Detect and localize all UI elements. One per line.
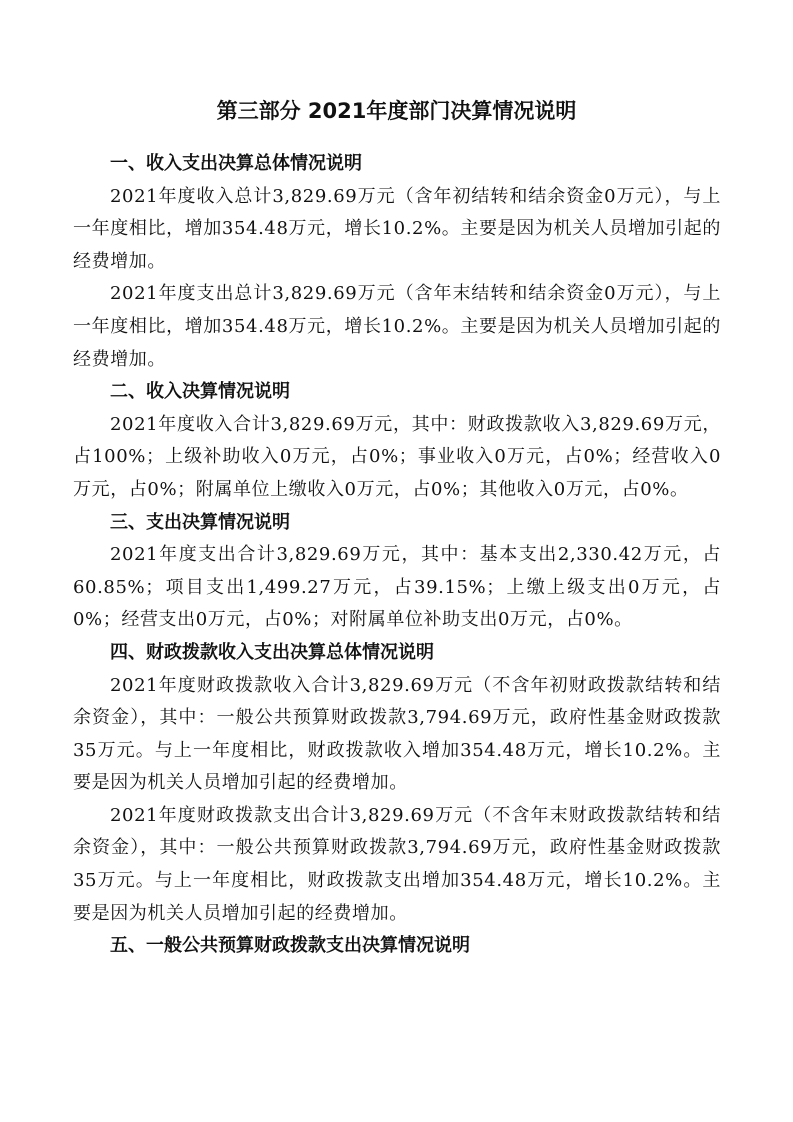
section-heading-expense: 三、支出决算情况说明: [110, 511, 290, 533]
paragraph-expense-total: 2021年度支出总计3,829.69万元（含年末结转和结余资金0万元），与上一年度相比，增加354.48万元，增长10.2%。主要是因为机关人员增加引起的经费增加。: [73, 283, 721, 370]
paragraph-fiscal-income: 2021年度财政拨款收入合计3,829.69万元（不含年初财政拨款结转和结余资金），其中：一般公共预算财政拨款3,794.69万元，政府性基金财政拨款35万元。与上一年度相比，财政拨款收入增加354.48万元，增长10.2%。主要是因为机关人员增加引起的经费增加。: [73, 674, 721, 794]
section-heading-income: 二、收入决算情况说明: [110, 381, 290, 403]
section-heading-general-public-budget: 五、一般公共预算财政拨款支出决算情况说明: [110, 935, 470, 957]
section-heading-income-expense-overview: 一、收入支出决算总体情况说明: [110, 153, 362, 174]
paragraph-income-total: 2021年度收入总计3,829.69万元（含年初结转和结余资金0万元），与上一年度相比，增加354.48万元，增长10.2%。主要是因为机关人员增加引起的经费增加。: [73, 185, 721, 272]
section-heading-fiscal-appropriation: 四、财政拨款收入支出决算总体情况说明: [110, 641, 434, 663]
page-title: 第三部分 2021年度部门决算情况说明: [216, 99, 577, 123]
paragraph-fiscal-expense: 2021年度财政拨款支出合计3,829.69万元（不含年末财政拨款结转和结余资金），其中：一般公共预算财政拨款3,794.69万元，政府性基金财政拨款35万元。与上一年度相比，财政拨款支出增加354.48万元，增长10.2%。主要是因为机关人员增加引起的经费增加。: [73, 804, 721, 924]
document-body: [73, 148, 721, 963]
paragraph-expense-breakdown: 2021年度支出合计3,829.69万元，其中：基本支出2,330.42万元，占60.85%；项目支出1,499.27万元，占39.15%；上缴上级支出0万元，占0%；经营支出0万元，占0%；对附属单位补助支出0万元，占0%。: [73, 544, 721, 631]
paragraph-income-breakdown: 2021年度收入合计3,829.69万元，其中：财政拨款收入3,829.69万元，占100%；上级补助收入0万元，占0%；事业收入0万元，占0%；经营收入0万元，占0%；附属单位上缴收入0万元，占0%；其他收入0万元，占0%。: [73, 413, 721, 500]
